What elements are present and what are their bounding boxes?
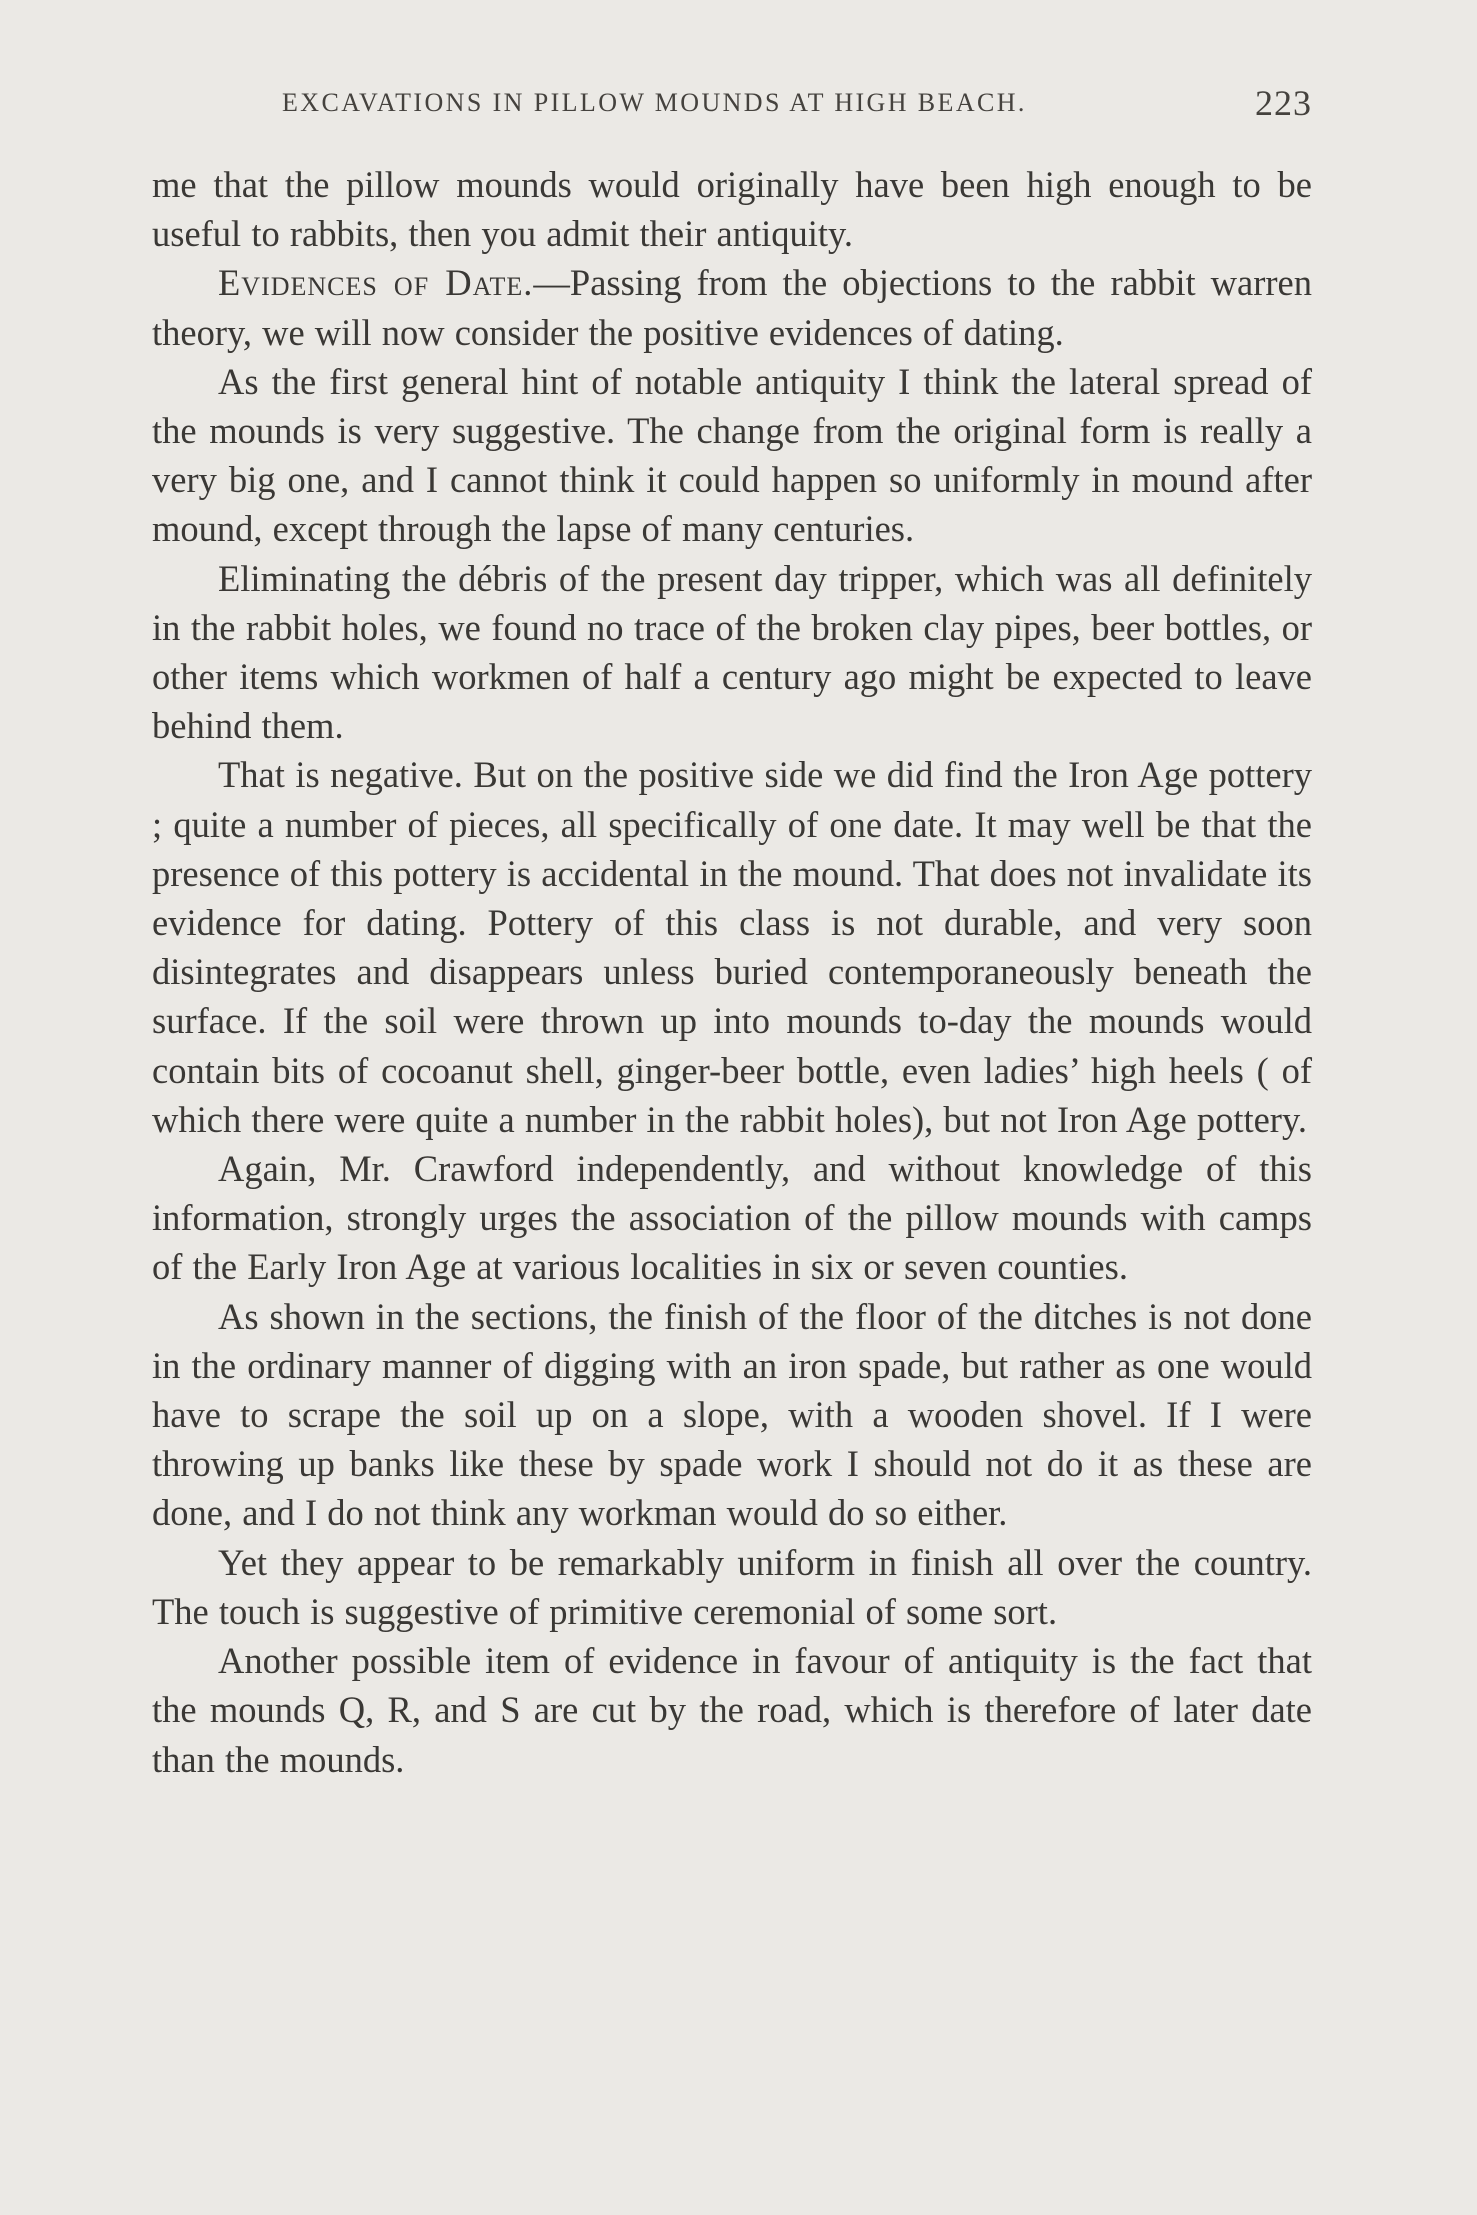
paragraph-text: As the first general hint of notable antiquity I think the lateral spread of the mounds is very suggestive. The change from the original form is really a very big one, and I cannot think it could happen so uniformly in mound after mound, except through the lapse of many centuries. (152, 360, 1312, 550)
paragraph-road-cut (152, 1636, 1312, 1784)
paragraph-ditch-finish (152, 1292, 1312, 1538)
paragraph-iron-age-pottery (152, 750, 1312, 1144)
paragraph-text: Another possible item of evidence in favour of antiquity is the fact that the mounds Q, R, and S are cut by the road, which is therefore of later date than the mounds. (152, 1640, 1312, 1780)
page-number: 223 (1255, 83, 1312, 123)
running-title: EXCAVATIONS IN PILLOW MOUNDS AT HIGH BEACH. (282, 88, 1027, 117)
section-lead-in: Evidences of Date. (218, 262, 534, 304)
paragraph-crawford (152, 1144, 1312, 1292)
paragraph-text: Again, Mr. Crawford independently, and without knowledge of this information, strongly urges the association of the pillow mounds with camps of the Early Iron Age at various localities in six or seven counties. (152, 1148, 1312, 1288)
body-text (152, 160, 1312, 1784)
paragraph-uniform-finish (152, 1538, 1312, 1636)
paragraph-text: me that the pillow mounds would originally have been high enough to be useful to rabbits, then you admit their antiquity. (152, 164, 1312, 255)
paragraph-lateral-spread (152, 357, 1312, 554)
paragraph-text: That is negative. But on the positive side we did find the Iron Age pottery ; quite a number of pieces, all specifically of one date. It may well be that the presence of this pottery is accidental in the mound. That does not invalidate its evidence for dating. Pottery of this class is not durable, and very soon disintegrates and disappears unless buried contemporaneously beneath the surface. If the soil were thrown up into mounds to-day the mounds would contain bits of cocoanut shell, ginger-beer bottle, even ladies’ high heels ( of which there were quite a number in the rabbit holes), but not Iron Age pottery. (152, 754, 1312, 1140)
running-head (152, 78, 1312, 138)
paragraph-text: —Passing from the objections to the rabbit warren theory, we will now consider the positive evidences of dating. (152, 262, 1312, 353)
paragraph-text: Eliminating the débris of the present day tripper, which was all definitely in the rabbit holes, we found no trace of the broken clay pipes, beer bottles, or other items which workmen of half a century ago might be expected to leave behind them. (152, 557, 1312, 747)
paragraph-text: Yet they appear to be remarkably uniform in finish all over the country. The touch is suggestive of primitive ceremonial of some sort. (152, 1541, 1312, 1632)
paragraph-text: As shown in the sections, the finish of the floor of the ditches is not done in the ordinary manner of digging with an iron spade, but rather as one would have to scrape the soil up on a slope, with a wooden shovel. If I were throwing up banks like these by spade work I should not do it as these are done, and I do not think any workman would do so either. (152, 1295, 1312, 1534)
paragraph-evidences-of-date (152, 258, 1312, 356)
paragraph-debris (152, 554, 1312, 751)
paragraph-continuation (152, 160, 1312, 258)
